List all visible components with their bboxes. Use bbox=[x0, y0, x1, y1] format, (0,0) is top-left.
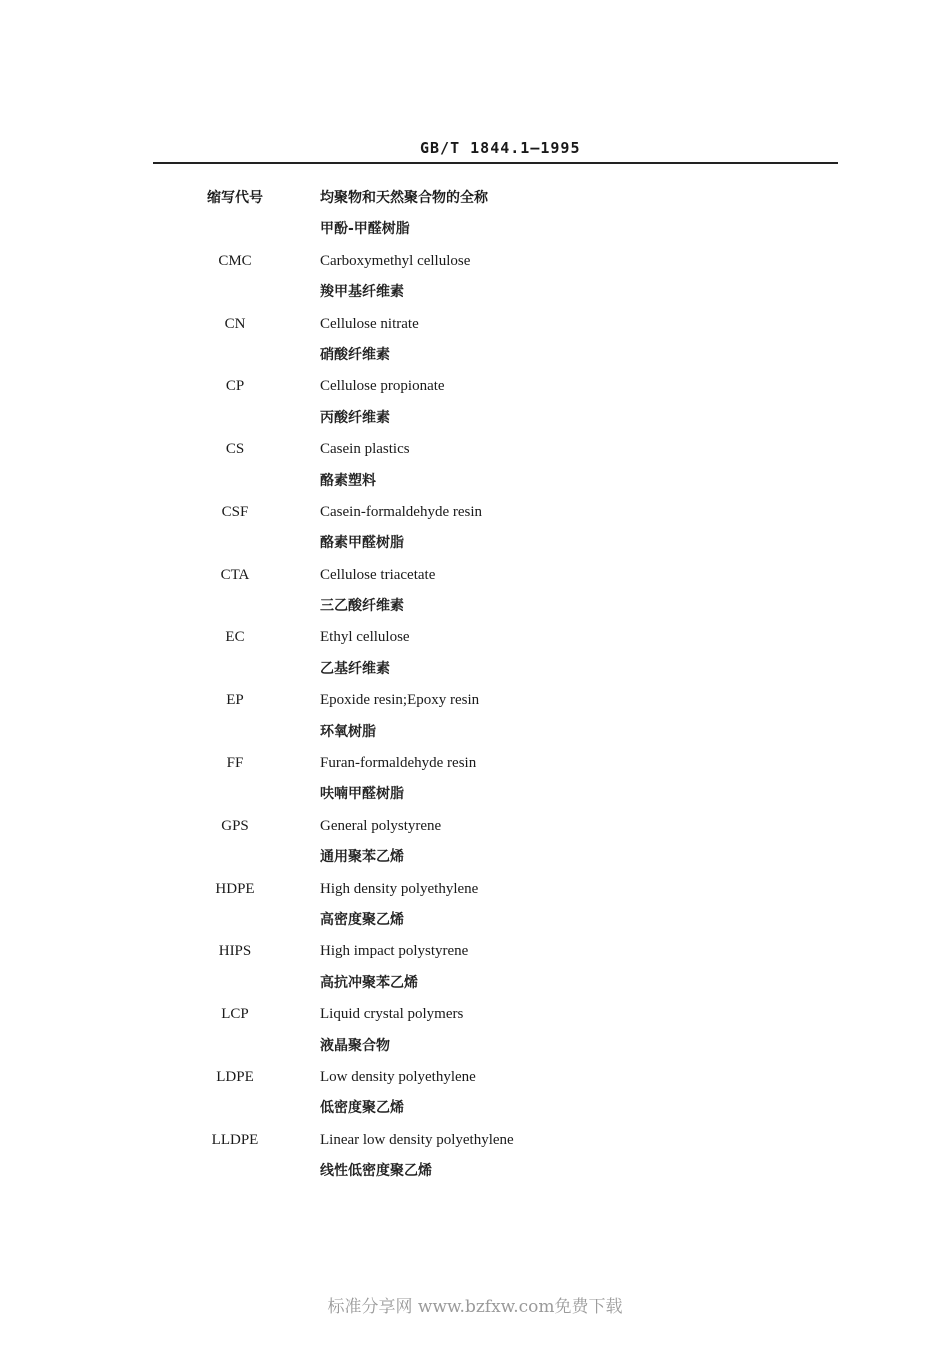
english-name-cell: High density polyethylene bbox=[320, 880, 479, 897]
chinese-name-cell: 呋喃甲醛树脂 bbox=[320, 786, 404, 803]
chinese-name-cell: 通用聚苯乙烯 bbox=[320, 849, 404, 866]
abbreviation-cell: LCP bbox=[221, 1006, 249, 1023]
column-header-full-name: 均聚物和天然聚合物的全称 bbox=[320, 190, 488, 206]
abbreviation-cell: CN bbox=[224, 315, 246, 332]
chinese-name-cell: 丙酸纤维素 bbox=[320, 409, 390, 426]
english-name-cell: Casein-formaldehyde resin bbox=[320, 503, 483, 520]
chinese-name-cell: 线性低密度聚乙烯 bbox=[320, 1163, 432, 1180]
table-row bbox=[150, 622, 750, 653]
table-row bbox=[150, 1156, 750, 1187]
english-name-cell: General polystyrene bbox=[320, 817, 442, 834]
english-name-cell: Epoxide resin;Epoxy resin bbox=[320, 692, 480, 709]
table-row bbox=[150, 717, 750, 748]
chinese-name-cell: 环氧树脂 bbox=[320, 723, 376, 740]
table-row bbox=[150, 560, 750, 591]
chinese-name-cell: 乙基纤维素 bbox=[320, 660, 390, 677]
table-row bbox=[150, 874, 750, 905]
table-row bbox=[150, 528, 750, 559]
table-row bbox=[150, 466, 750, 497]
table-row bbox=[150, 214, 750, 245]
chinese-name-cell: 高密度聚乙烯 bbox=[320, 911, 404, 928]
table-row bbox=[150, 309, 750, 340]
chinese-name-cell: 三乙酸纤维素 bbox=[320, 598, 404, 615]
table-row bbox=[150, 403, 750, 434]
abbreviation-cell: EP bbox=[226, 692, 244, 709]
abbreviation-cell: FF bbox=[226, 755, 244, 772]
chinese-name-cell: 低密度聚乙烯 bbox=[320, 1100, 404, 1117]
chinese-name-cell: 高抗冲聚苯乙烯 bbox=[320, 974, 418, 991]
table-row bbox=[150, 748, 750, 779]
english-name-cell: Liquid crystal polymers bbox=[320, 1006, 464, 1023]
table-row bbox=[150, 999, 750, 1030]
chinese-name-cell: 液晶聚合物 bbox=[320, 1037, 390, 1054]
header-rule bbox=[153, 162, 838, 164]
table-row bbox=[150, 1031, 750, 1062]
abbreviation-cell: HDPE bbox=[215, 880, 255, 897]
table-row bbox=[150, 905, 750, 936]
abbreviation-cell: CS bbox=[225, 441, 245, 458]
abbreviation-cell: CTA bbox=[220, 566, 250, 583]
table-row bbox=[150, 842, 750, 873]
chinese-name-cell: 酪素甲醛树脂 bbox=[320, 535, 404, 552]
abbreviation-cell: LDPE bbox=[216, 1068, 254, 1085]
abbreviation-cell: GPS bbox=[221, 817, 249, 834]
english-name-cell: Ethyl cellulose bbox=[320, 629, 410, 646]
abbreviation-cell: CSF bbox=[221, 503, 249, 520]
table-row bbox=[150, 497, 750, 528]
table-row bbox=[150, 811, 750, 842]
abbreviation-cell: EC bbox=[225, 629, 245, 646]
table-row bbox=[150, 779, 750, 810]
english-name-cell: Casein plastics bbox=[320, 441, 410, 458]
abbreviation-cell: HIPS bbox=[218, 943, 252, 960]
table-row bbox=[150, 246, 750, 277]
table-header-row bbox=[150, 183, 750, 214]
english-name-cell: Cellulose triacetate bbox=[320, 566, 436, 583]
english-name-cell: Low density polyethylene bbox=[320, 1068, 476, 1085]
abbreviation-table bbox=[150, 183, 750, 1188]
english-name-cell: Cellulose propionate bbox=[320, 378, 445, 395]
abbreviation-cell: CP bbox=[225, 378, 245, 395]
table-row bbox=[150, 1062, 750, 1093]
table-row bbox=[150, 371, 750, 402]
chinese-name-cell: 甲酚-甲醛树脂 bbox=[320, 221, 410, 238]
table-row bbox=[150, 685, 750, 716]
chinese-name-cell: 酪素塑料 bbox=[320, 472, 376, 489]
standard-code: GB/T 1844.1—1995 bbox=[420, 139, 581, 157]
english-name-cell: Linear low density polyethylene bbox=[320, 1131, 514, 1148]
table-row bbox=[150, 591, 750, 622]
english-name-cell: High impact polystyrene bbox=[320, 943, 469, 960]
table-body bbox=[150, 214, 750, 1187]
table-row bbox=[150, 434, 750, 465]
chinese-name-cell: 羧甲基纤维素 bbox=[320, 284, 404, 301]
table-row bbox=[150, 1125, 750, 1156]
chinese-name-cell: 硝酸纤维素 bbox=[320, 346, 390, 363]
abbreviation-cell: CMC bbox=[218, 252, 252, 269]
english-name-cell: Furan-formaldehyde resin bbox=[320, 755, 477, 772]
english-name-cell: Carboxymethyl cellulose bbox=[320, 252, 471, 269]
table-row bbox=[150, 277, 750, 308]
table-row bbox=[150, 1093, 750, 1124]
english-name-cell: Cellulose nitrate bbox=[320, 315, 419, 332]
abbreviation-cell: LLDPE bbox=[211, 1131, 259, 1148]
column-header-abbreviation: 缩写代号 bbox=[207, 190, 263, 206]
table-row bbox=[150, 340, 750, 371]
table-row bbox=[150, 654, 750, 685]
watermark: 标准分享网 www.bzfxw.com免费下载 bbox=[327, 1297, 623, 1317]
table-row bbox=[150, 936, 750, 967]
table-row bbox=[150, 968, 750, 999]
